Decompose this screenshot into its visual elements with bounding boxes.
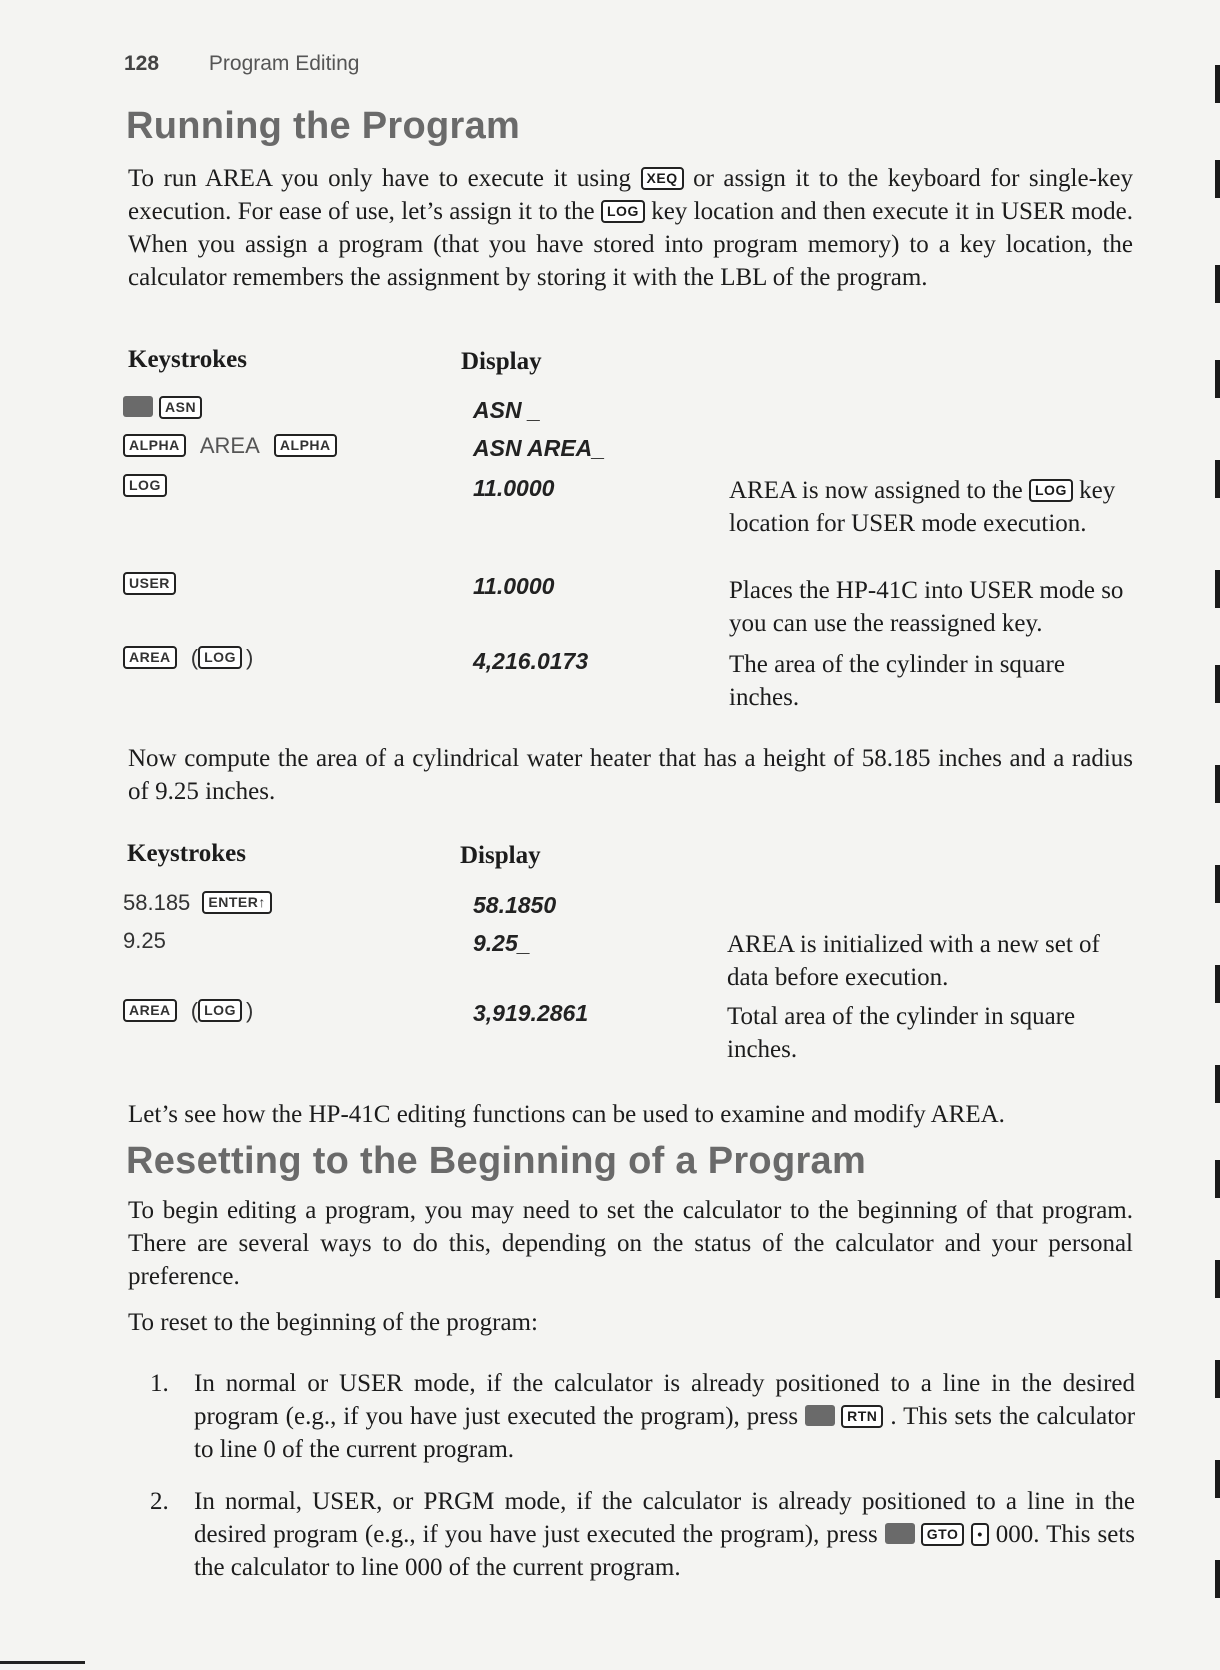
log-key: LOG bbox=[1029, 479, 1073, 502]
asn-key: ASN bbox=[159, 396, 202, 419]
display-row-2: ASN AREA_ bbox=[473, 435, 606, 461]
alpha-text: AREA bbox=[199, 433, 260, 458]
shift-key bbox=[805, 1405, 835, 1426]
section-name: Program Editing bbox=[208, 52, 360, 75]
section-title-running: Running the Program bbox=[126, 105, 521, 147]
water-heater-paragraph: Now compute the area of a cylindrical water heater that has a height of 58.185 inches and a radius of 9.25 inches. bbox=[128, 745, 1133, 805]
display-row-2: 9.25_ bbox=[473, 930, 531, 956]
keystroke-row-2 bbox=[123, 433, 337, 459]
note-row-2: AREA is initialized with a new set of data before execution. bbox=[727, 931, 1100, 991]
display-heading: Display bbox=[460, 842, 541, 869]
list-number: 2. bbox=[150, 1488, 169, 1515]
gto-key: GTO bbox=[921, 1523, 965, 1546]
section-title-resetting: Resetting to the Beginning of a Program bbox=[126, 1140, 867, 1182]
number-entry: 58.185 bbox=[123, 890, 191, 915]
note-row-3: Total area of the cylinder in square inches. bbox=[727, 1003, 1076, 1063]
reset-lead-paragraph: To reset to the beginning of the program: bbox=[128, 1309, 538, 1336]
page-number: 128 bbox=[124, 52, 160, 75]
keystrokes-heading: Keystrokes bbox=[127, 840, 246, 867]
intro-paragraph: To run AREA you only have to execute it using XEQ or assign it to the keyboard for single-key execution. For ease of use, let’s assign it to the LOG key location and then execute it in USER mode. When you assign a program (that you have stored into program memory) to a key location, the calculator remembers the assignment by storing it with the LBL of the program. bbox=[128, 165, 1134, 291]
xeq-key: XEQ bbox=[641, 167, 684, 190]
keystroke-row-1 bbox=[123, 890, 272, 916]
keystroke-row-3: AREA ( LOG ) bbox=[123, 998, 253, 1024]
user-key: USER bbox=[123, 572, 176, 595]
enter-key: ENTER↑ bbox=[202, 891, 271, 914]
log-key: LOG bbox=[198, 646, 242, 669]
log-key: LOG bbox=[198, 999, 242, 1022]
corner-rule bbox=[0, 1661, 85, 1664]
log-key: LOG bbox=[123, 474, 167, 497]
display-heading: Display bbox=[461, 348, 542, 375]
reset-intro-paragraph: To begin editing a program, you may need to set the calculator to the beginning of that program. There are several ways to do this, depending on the status of the calculator and your personal preference. bbox=[128, 1197, 1133, 1290]
display-row-1: ASN _ bbox=[473, 397, 541, 423]
display-row-3: 11.0000 bbox=[473, 475, 555, 501]
list-number: 1. bbox=[150, 1370, 169, 1397]
note-row-5: The area of the cylinder in square inches. bbox=[729, 651, 1065, 711]
area-key: AREA bbox=[123, 646, 177, 669]
alpha-key: ALPHA bbox=[274, 434, 337, 457]
decimal-point-key: • bbox=[971, 1523, 988, 1546]
editing-paragraph: Let’s see how the HP-41C editing functions can be used to examine and modify AREA. bbox=[128, 1101, 1005, 1128]
keystroke-row-1 bbox=[123, 395, 202, 421]
display-row-5: 4,216.0173 bbox=[473, 648, 589, 674]
keystroke-row-3 bbox=[123, 473, 167, 499]
shift-key bbox=[123, 396, 153, 417]
keystroke-row-5: AREA ( LOG ) bbox=[123, 645, 253, 671]
page-header bbox=[124, 52, 359, 76]
alpha-key: ALPHA bbox=[123, 434, 186, 457]
display-row-4: 11.0000 bbox=[473, 573, 555, 599]
note-row-4: Places the HP-41C into USER mode so you can use the reassigned key. bbox=[729, 577, 1124, 637]
list-item: 1. In normal or USER mode, if the calculator is already positioned to a line in the desired program (e.g., if you have just executed the program), press RTN . This sets the calculator to line 0 of the current program. bbox=[150, 1367, 1135, 1466]
number-entry: 9.25 bbox=[123, 928, 166, 953]
display-row-3: 3,919.2861 bbox=[473, 1000, 589, 1026]
area-key: AREA bbox=[123, 999, 177, 1022]
keystroke-row-2 bbox=[123, 928, 166, 954]
keystrokes-heading: Keystrokes bbox=[128, 346, 247, 373]
log-key: LOG bbox=[601, 200, 645, 223]
shift-key bbox=[885, 1523, 915, 1544]
keystroke-row-4 bbox=[123, 571, 176, 597]
note-row-3: AREA is now assigned to the LOG key location for USER mode execution. bbox=[729, 477, 1116, 537]
page-edge-marks bbox=[1214, 0, 1220, 1670]
display-row-1: 58.1850 bbox=[473, 892, 557, 918]
list-item: 2. In normal, USER, or PRGM mode, if the calculator is already positioned to a line in the desired program (e.g., if you have just executed the program), press GTO • 000. This sets the calculator to line 000 of the current program. bbox=[150, 1485, 1135, 1584]
rtn-key: RTN bbox=[841, 1405, 883, 1428]
